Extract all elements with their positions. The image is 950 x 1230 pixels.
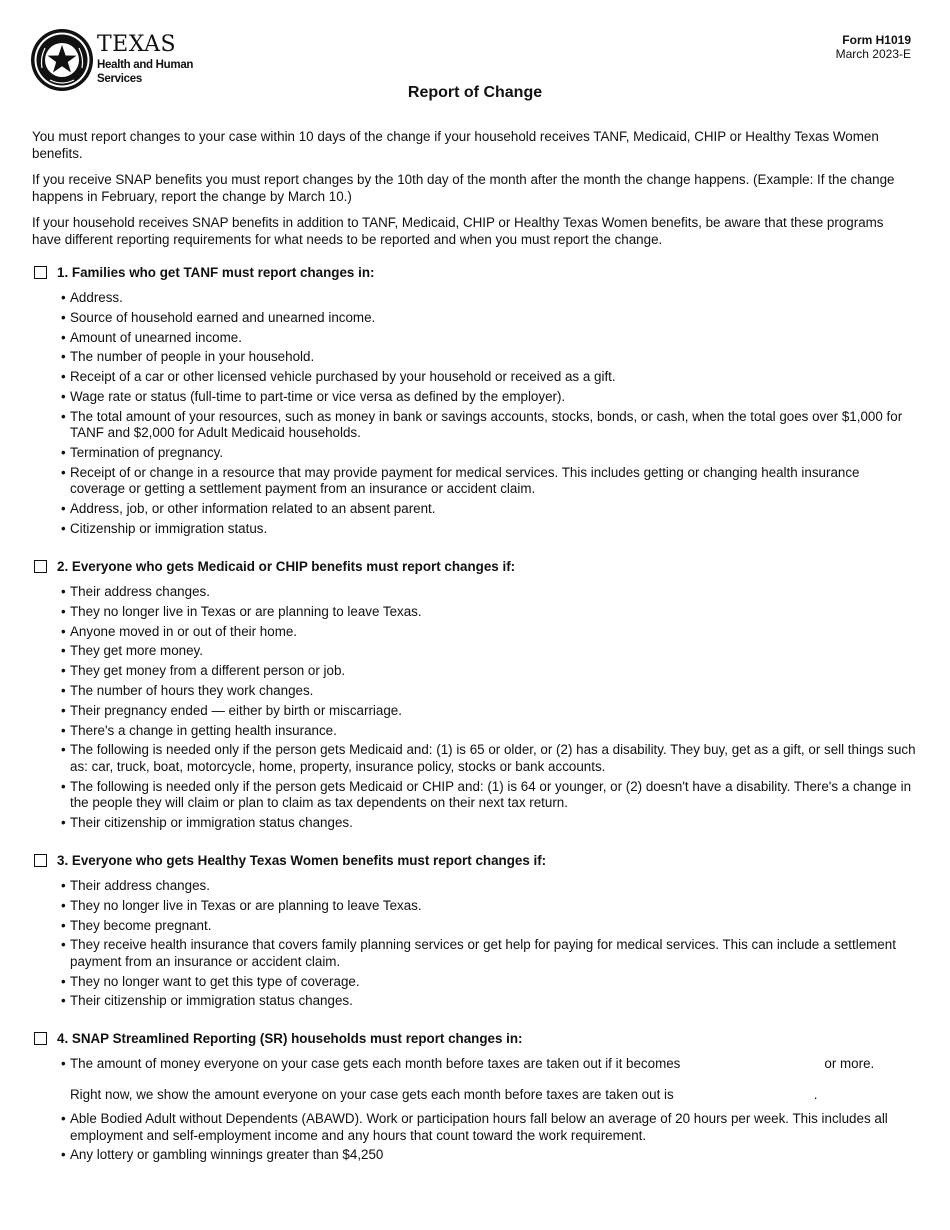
list-item: • They no longer want to get this type of coverage. — [61, 974, 917, 991]
list-item: • The following is needed only if the person gets Medicaid and: (1) is 65 or older, or (2) has a disability. They buy, get as a gift, or sell things such as: car, truck, boat, motorcycle, home, property, insurance policy, stocks or bank accounts. — [61, 742, 917, 775]
list-item: • They receive health insurance that covers family planning services or get help for paying for medical services. This can include a settlement payment from an insurance or accident claim. — [61, 937, 917, 970]
intro-paragraph: If your household receives SNAP benefits in addition to TANF, Medicaid, CHIP or Healthy Texas Women benefits, be aware that these programs have different reporting requirements for what needs to be reported and when you must report the change. — [32, 215, 884, 247]
medicaid-list — [32, 584, 917, 831]
list-item: • Address, job, or other information related to an absent parent. — [61, 501, 917, 518]
tanf-checkbox[interactable] — [34, 266, 47, 279]
income-threshold-item — [61, 1056, 917, 1073]
list-item: • Able Bodied Adult without Dependents (ABAWD). Work or participation hours fall below an average of 20 hours per week. This includes all employment and self-employment income and any hours that count toward the work requirement. — [61, 1111, 917, 1144]
list-item: • There's a change in getting health insurance. — [61, 723, 917, 740]
list-item: • They no longer live in Texas or are planning to leave Texas. — [61, 898, 917, 915]
list-item: • Their pregnancy ended — either by birth or miscarriage. — [61, 703, 917, 720]
list-item: • Address. — [61, 290, 917, 307]
snap-list — [32, 1056, 917, 1164]
list-item: • Wage rate or status (full-time to part-time or vice versa as defined by the employer). — [61, 389, 917, 406]
intro-paragraph: You must report changes to your case within 10 days of the change if your household receives TANF, Medicaid, CHIP or Healthy Texas Women benefits. — [32, 129, 879, 161]
list-item: • Termination of pregnancy. — [61, 445, 917, 462]
list-item: • Citizenship or immigration status. — [61, 521, 917, 538]
medicaid-checkbox[interactable] — [34, 560, 47, 573]
current-amount-suffix: . — [813, 1086, 818, 1102]
list-item: • The total amount of your resources, such as money in bank or savings accounts, stocks, bonds, or cash, when the total goes over $1,000 for TANF and $2,000 for Adult Medicaid households. — [61, 409, 917, 442]
list-item: • Their citizenship or immigration status changes. — [61, 815, 917, 832]
list-item: • Their address changes. — [61, 878, 917, 895]
intro-paragraph: If you receive SNAP benefits you must report changes by the 10th day of the month after the month the change happens. (Example: If the change happens in February, report the change by March 10.) — [32, 172, 895, 204]
agency-sub-line1: Health and Human — [97, 59, 194, 71]
form-info — [836, 33, 911, 61]
current-amount-text: Right now, we show the amount everyone on your case gets each month before taxes are taken out is — [70, 1086, 674, 1102]
snap-checkbox[interactable] — [34, 1032, 47, 1045]
list-item: • Receipt of or change in a resource that may provide payment for medical services. This includes getting or changing health insurance coverage or getting a settlement payment from an insurance or accident claim. — [61, 465, 917, 498]
section-heading: 3. Everyone who gets Healthy Texas Women benefits must report changes if: — [57, 852, 547, 868]
htw-list — [32, 878, 917, 1010]
section-htw — [32, 851, 917, 1013]
agency-sub-line2: Services — [97, 73, 142, 85]
page-title: Report of Change — [407, 84, 543, 101]
income-threshold-suffix: or more. — [824, 1056, 875, 1071]
income-threshold-text: The amount of money everyone on your case gets each month before taxes are taken out if it becomes — [70, 1056, 681, 1071]
list-item: • They no longer live in Texas or are planning to leave Texas. — [61, 604, 917, 621]
section-heading: 4. SNAP Streamlined Reporting (SR) households must report changes in: — [57, 1030, 523, 1046]
list-item: • The number of hours they work changes. — [61, 683, 917, 700]
list-item: • They get more money. — [61, 643, 917, 660]
section-tanf — [32, 263, 917, 541]
intro-text — [32, 129, 912, 258]
section-medicaid — [32, 557, 917, 835]
list-item: • They become pregnant. — [61, 918, 917, 935]
list-item: • The following is needed only if the person gets Medicaid or CHIP and: (1) is 64 or younger, or (2) doesn't have a disability. There's a change in the people they will claim or plan to claim as tax dependents on their next tax return. — [61, 779, 917, 812]
list-item: • Receipt of a car or other licensed vehicle purchased by your household or received as a gift. — [61, 369, 917, 386]
list-item: • Anyone moved in or out of their home. — [61, 624, 917, 641]
tanf-list — [32, 290, 917, 537]
form-date: March 2023-E — [835, 47, 911, 61]
current-amount-item — [61, 1087, 917, 1104]
list-item: • They get money from a different person or job. — [61, 663, 917, 680]
agency-name: TEXAS — [97, 32, 177, 57]
texas-seal-icon — [30, 28, 94, 92]
htw-checkbox[interactable] — [34, 854, 47, 867]
list-item: • Source of household earned and unearned income. — [61, 310, 917, 327]
section-heading: 1. Families who get TANF must report changes in: — [57, 264, 375, 280]
list-item: • Any lottery or gambling winnings greater than $4,250 — [61, 1147, 917, 1164]
list-item: • Their citizenship or immigration status changes. — [61, 993, 917, 1010]
list-item: • Their address changes. — [61, 584, 917, 601]
list-item: • The number of people in your household. — [61, 349, 917, 366]
section-heading: 2. Everyone who gets Medicaid or CHIP benefits must report changes if: — [57, 558, 516, 574]
form-id: Form H1019 — [842, 33, 911, 47]
list-item: • Amount of unearned income. — [61, 330, 917, 347]
section-snap — [32, 1029, 917, 1167]
